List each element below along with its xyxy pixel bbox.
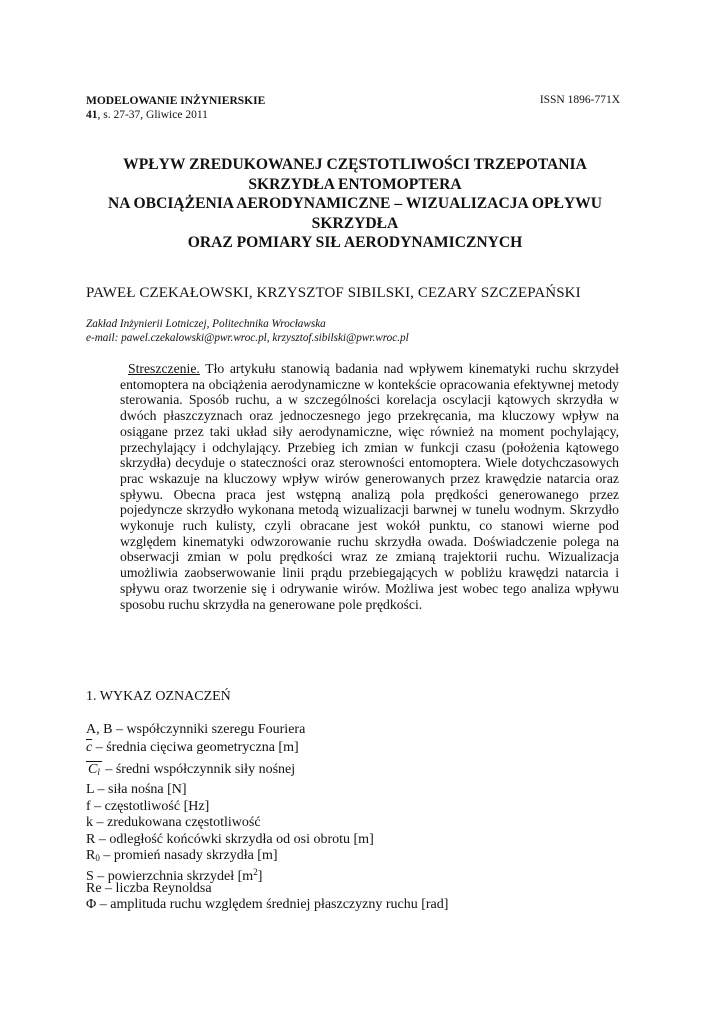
lift-coeff-desc: – średni współczynnik siły nośnej — [101, 762, 296, 778]
lift-coeff-letter: C — [88, 762, 98, 778]
affiliation-email: e-mail: pawel.czekalowski@pwr.wroc.pl, krzysztof.sibilski@pwr.wroc.pl — [86, 332, 409, 344]
chord-desc: – średnia cięciwa geometryczna [m] — [92, 740, 299, 756]
abstract-text: Tło artykułu stanowią badania nad wpływem kinematyki ruchu skrzydeł entomoptera na obciążenia aerodynamiczne w kontekście opracowania efektywnej metody sterowania. Sposób ruchu, a w szczególności korelacja oscylacji kątowych skrzydła w dwóch płaszczyznach oraz jednoczesnego jego przekręcania, ma kluczowy wpływ na osiągane przez taki układ siły aerodynamiczne, więc również na moment pochylający, przechylający i odchylający. Przebieg ich zmian w funkcji czasu (położenia kątowego skrzydła) decyduje o stateczności oraz sterowności entomoptera. Wiele dotychczasowych prac wskazuje na kluczowy wpływ wirów generowanych przez krawędzie natarcia oraz spływu. Obecna praca jest wstępną analizą pola prędkości generowanego przez pojedyncze skrzydło wykonana metodą wizualizacji barwnej w tunelu wodnym. Skrzydło wykonuje ruch kulisty, czyli obracane jest wokół punktu, co stanowi wierne pod względem kinematyki odwzorowanie ruchu skrzydła owada. Doświadczenie polega na obserwacji zmian w polu prędkości wraz ze zmianą trajektorii ruchu. Wizualizacja umożliwia zaobserwowanie linii prądu przebiegających w pobliżu krawędzi natarcia i spływu oraz tworzenie się i odrywanie wirów. Możliwa jest wobec tego analiza wpływu sposobu ruchu skrzydła na generowane pole prędkości. — [120, 361, 619, 612]
title-line-2: SKRZYDŁA ENTOMOPTERA — [248, 175, 462, 193]
notation-list — [86, 722, 448, 914]
area-sup: 2 — [253, 867, 258, 878]
paper-title — [60, 155, 650, 253]
notation-reduced-frequency: k – zredukowana częstotliwość — [86, 815, 261, 831]
title-line-3: NA OBCIĄŻENIA AERODYNAMICZNE – WIZUALIZACJA OPŁYWU — [107, 195, 603, 212]
notation-lift-coeff — [86, 760, 448, 782]
area-close: ] — [257, 869, 263, 885]
notation-lift: L – siła nośna [N] — [86, 782, 187, 798]
authors: PAWEŁ CZEKAŁOWSKI, KRZYSZTOF SIBILSKI, CEZARY SZCZEPAŃSKI — [86, 285, 581, 301]
notation-amplitude: Φ – amplituda ruchu względem średniej płaszczyzny ruchu [rad] — [86, 897, 449, 913]
root-radius-sub: 0 — [95, 852, 100, 863]
affiliation-institution: Zakład Inżynierii Lotniczej, Politechnika Wrocławska — [86, 318, 326, 330]
root-radius-desc: – promień nasady skrzydła [m] — [99, 847, 278, 863]
abstract-label: Streszczenie. — [128, 361, 200, 376]
journal-header — [86, 94, 265, 122]
lift-coeff-sub: l — [97, 767, 100, 778]
notation-frequency: f – częstotliwość [Hz] — [86, 798, 210, 814]
issue-info — [86, 108, 265, 122]
notation-radius: R – odległość końcówki skrzydła od osi obrotu [m] — [86, 831, 374, 847]
notation-ab: A, B – współczynniki szeregu Fouriera — [86, 722, 306, 737]
notation-area — [86, 864, 448, 885]
issn: ISSN 1896-771X — [539, 94, 620, 106]
journal-name: MODELOWANIE INŻYNIERSKIE — [86, 95, 266, 107]
root-radius-symbol: R — [86, 847, 96, 863]
notation-reynolds: Re – liczba Reynoldsa — [86, 880, 212, 896]
chord-symbol: $\overline{c}$ — [86, 740, 93, 756]
title-line-4: SKRZYDŁA — [311, 214, 399, 232]
notation-chord — [86, 738, 448, 760]
title-line-5: ORAZ POMIARY SIŁ AERODYNAMICZNYCH — [187, 234, 523, 251]
issue-number: 41 — [86, 109, 98, 121]
affiliation — [86, 317, 409, 345]
issue-pages: , s. 27-37, Gliwice 2011 — [97, 109, 208, 121]
notation-root-radius — [86, 848, 448, 864]
section-heading: 1. WYKAZ OZNACZEŃ — [86, 689, 231, 704]
area-desc: S – powierzchnia skrzydeł [m — [86, 869, 254, 885]
lift-coeff-symbol — [86, 761, 102, 777]
abstract — [120, 361, 619, 612]
title-line-1: WPŁYW ZREDUKOWANEJ CZĘSTOTLIWOŚCI TRZEPOTANIA — [123, 156, 587, 173]
